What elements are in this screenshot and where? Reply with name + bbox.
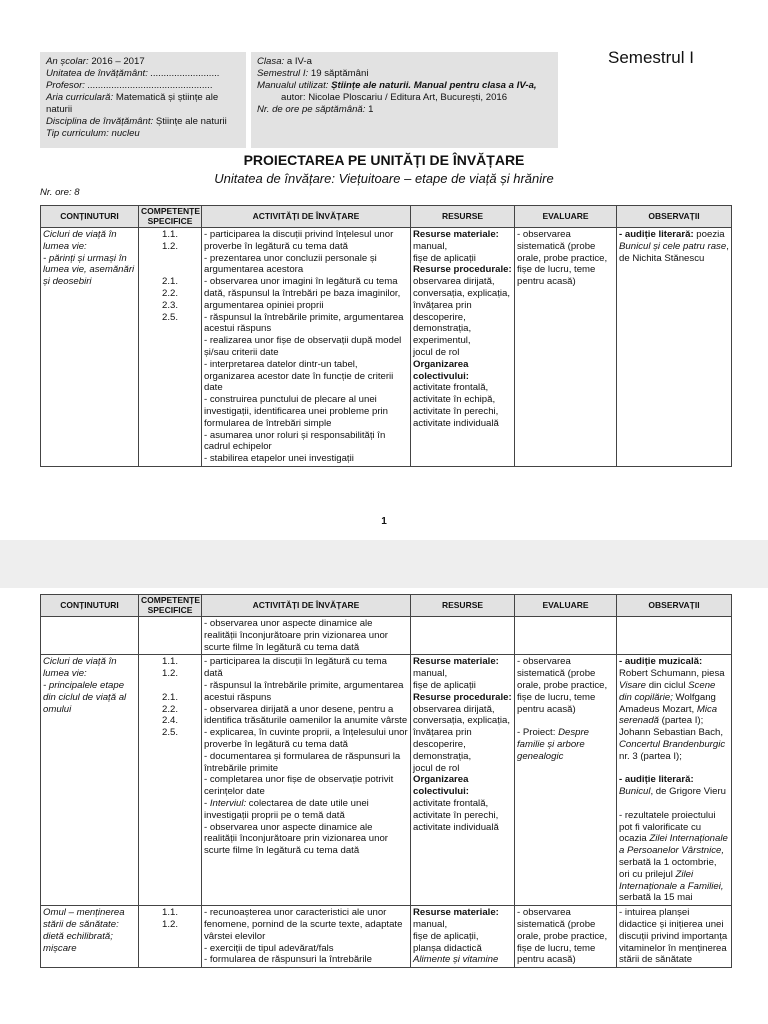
info-line: Disciplina de învățământ: Științe ale naturii [46,116,227,127]
resources-cell: Resurse materiale: manual, fișe de aplicații, planșa didactică Alimente și vitamine [411,906,515,968]
activities-cell: - participarea la discuții privind înțelesul unor proverbe în legătură cu tema dată - prezentarea unor concluzii personale și argumentarea acestora - observarea unor imagini în legătură cu tema dată, răspunsul la întrebări pe baza imaginilor, argumentarea opiniei proprii - răspunsul la întrebările primite, argumentarea acestui răspuns - realizarea unor fișe de observații după model și/sau criterii date - interpretarea datelor dintr-un tabel, organizarea acestor date în funcție de criterii date - construirea punctului de plecare al unei investigații, identificarea unei probleme prin formularea de întrebări simple - asumarea unor roluri și responsabilități în cadrul echipelor - stabilirea etapelor unei investigații [202,228,411,467]
column-header: EVALUARE [515,206,617,228]
activities-cell: - recunoașterea unor caracteristici ale unor fenomene, pornind de la scurte texte, adaptate vârstei elevilor - exerciții de tipul adevărat/fals - formularea de răspunsuri la întrebările [202,906,411,968]
competence-cell: 1.1. 1.2. 2.1. 2.2. 2.3. 2.5. [139,228,202,467]
info-line: Aria curriculară: Matematică și științe ale naturii [46,92,219,115]
evaluation-cell [515,617,617,655]
content-cell: Cicluri de viață în lumea vie: - principalele etape din ciclul de viață al omului [41,655,139,906]
column-header: RESURSE [411,206,515,228]
column-header: ACTIVITĂȚI DE ÎNVĂȚARE [202,206,411,228]
table-row [41,617,732,655]
info-line: Manualul utilizat: Științe ale naturii. Manual pentru clasa a IV-a, [257,80,537,91]
evaluation-cell: - observarea sistematică (probe orale, probe practice, fișe de lucru, teme pentru acasă) [515,906,617,968]
planning-table-page-2 [40,594,732,968]
info-line: Profesor: ............................................... [46,80,213,91]
page-2 [0,588,768,1024]
observations-cell [617,617,732,655]
page-number: 1 [381,516,387,527]
observations-cell: - audiție muzicală: Robert Schumann, piesa Visare din ciclul Scene din copilărie; Wolfgang Amadeus Mozart, Mica serenadă (partea I); Johann Sebastian Bach, Concertul Brandenburgic nr. 3 (partea I); - audiție literară: Bunicul, de Grigore Vieru - rezultatele proiectului pot fi valorificate cu ocazia Zilei Internaționale a Persoanelor Vârstnice, serbată la 1 octombrie, ori cu prilejul Zilei Internaționale a Familiei, serbată la 15 mai [617,655,732,906]
table-header-row [41,206,732,228]
column-header: OBSERVAȚII [617,595,732,617]
resources-cell: Resurse materiale: manual, fișe de aplicații Resurse procedurale: observarea dirijată, conversația, explicația, învățarea prin descoperire, demonstrația, jocul de rol Organizarea colectivului: activitate frontală, activitate în perechi, activitate individuală [411,655,515,906]
school-info-box [40,52,246,148]
evaluation-cell: - observarea sistematică (probe orale, probe practice, fișe de lucru, teme pentru acasă) - Proiect: Despre familie și arbore genealogic [515,655,617,906]
column-header: OBSERVAȚII [617,206,732,228]
table-row [41,655,732,906]
planning-table-page-1 [40,205,732,467]
semester-label: Semestrul I [608,48,694,67]
table-header-row [41,595,732,617]
info-line: Unitatea de învățământ: .......................... [46,68,220,79]
column-header: RESURSE [411,595,515,617]
info-line: An școlar: 2016 – 2017 [46,56,145,67]
column-header: CONȚINUTURI [41,206,139,228]
info-line: Nr. de ore pe săptămână: 1 [257,104,374,115]
table-row [41,906,732,968]
resources-cell [411,617,515,655]
page-title: PROIECTAREA PE UNITĂȚI DE ÎNVĂȚARE [243,152,525,168]
observations-cell: - audiție literară: poezia Bunicul și cele patru rase, de Nichita Stănescu [617,228,732,467]
column-header: ACTIVITĂȚI DE ÎNVĂȚARE [202,595,411,617]
page-subtitle: Unitatea de învățare: Viețuitoare – etape de viață și hrănire [214,171,554,186]
class-info-box [251,52,558,148]
hours-count: Nr. ore: 8 [40,187,80,198]
info-line: Tip curriculum: nucleu [46,128,140,139]
competence-cell [139,617,202,655]
column-header: COMPETENȚE SPECIFICE [139,206,202,228]
competence-cell: 1.1. 1.2. [139,906,202,968]
competence-cell: 1.1. 1.2. 2.1. 2.2. 2.4. 2.5. [139,655,202,906]
evaluation-cell: - observarea sistematică (probe orale, probe practice, fișe de lucru, teme pentru acasă) [515,228,617,467]
activities-cell: - observarea unor aspecte dinamice ale realității înconjurătoare prin vizionarea unor scurte filme în legătură cu tema dată [202,617,411,655]
column-header: CONȚINUTURI [41,595,139,617]
content-cell: Omul – menținerea stării de sănătate: dietă echilibrată; mișcare [41,906,139,968]
info-line: Semestrul I: 19 săptămâni [257,68,369,79]
content-cell: Cicluri de viață în lumea vie: - părinți și urmași în lumea vie, asemănări și deosebiri [41,228,139,467]
content-cell [41,617,139,655]
page-separator [0,540,768,588]
table-row [41,228,732,467]
observations-cell: - intuirea planșei didactice și inițierea unei discuții privind importanța vitaminelor în menținerea stării de sănătate [617,906,732,968]
column-header: COMPETENȚE SPECIFICE [139,595,202,617]
resources-cell: Resurse materiale: manual, fișe de aplicații Resurse procedurale: observarea dirijată, conversația, explicația, învățarea prin descoperire, demonstrația, experimentul, jocul de rol Organizarea colectivului: activitate frontală, activitate în echipă, activitate în perechi, activitate individuală [411,228,515,467]
activities-cell: - participarea la discuții în legătură cu tema dată - răspunsul la întrebările primite, argumentarea acestui răspuns - observarea dirijată a unor desene, pentru a identifica trăsăturile oamenilor la anumite vârste - explicarea, în cuvinte proprii, a înțelesului unor proverbe în legătură cu tema dată - documentarea și formularea de răspunsuri la întrebările primite - completarea unor fișe de observație potrivit cerințelor date - Interviul: colectarea de date utile unei investigații proprii pe o temă dată - observarea unor aspecte dinamice ale realității înconjurătoare prin vizionarea unor scurte filme în legătură cu tema dată [202,655,411,906]
info-line: autor: Nicolae Ploscariu / Editura Art, București, 2016 [281,92,508,103]
column-header: EVALUARE [515,595,617,617]
info-line: Clasa: a IV-a [257,56,312,67]
